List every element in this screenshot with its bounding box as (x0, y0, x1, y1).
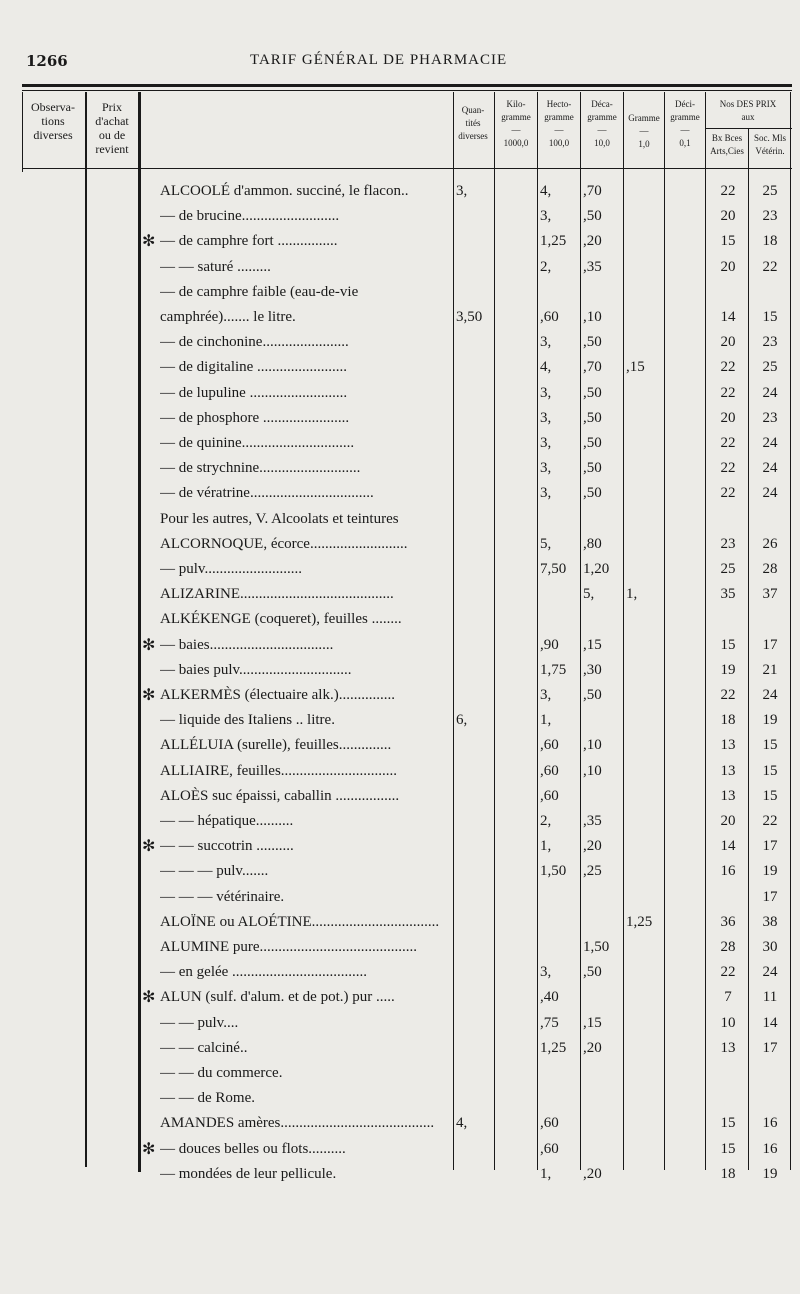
top-rule (22, 84, 792, 87)
cell-n1: 13 (720, 737, 736, 754)
cell-n2: 23 (762, 334, 778, 351)
row-label: ALOÏNE ou ALOÉTINE.................................. (160, 913, 440, 930)
cell-hecto: ,60 (540, 787, 559, 804)
cell-n2: 23 (762, 409, 778, 426)
row-label: — de camphre faible (eau-de-vie (160, 283, 359, 300)
row-label: AMANDES amères......................................... (160, 1115, 435, 1132)
table-row (0, 382, 800, 407)
table-row (0, 256, 800, 281)
cell-hecto: ,60 (540, 1115, 559, 1132)
cell-n1: 28 (720, 939, 736, 955)
asterisk-mark: ✻ (142, 685, 156, 704)
asterisk-mark: ✻ (142, 987, 156, 1007)
table-row (0, 1087, 800, 1112)
cell-n2: 21 (762, 661, 778, 678)
cell-n1: 10 (720, 1014, 736, 1031)
table-row (0, 734, 800, 759)
cell-deca: ,70 (583, 183, 602, 199)
top-rule-thin (22, 90, 792, 91)
cell-hecto: 3, (540, 460, 552, 477)
cell-hecto: 3, (540, 964, 552, 981)
row-label: — — hépatique.......... (160, 813, 294, 829)
row-label: — baies pulv.............................. (160, 661, 352, 678)
header-quantites: Quan- tités diverses (458, 105, 488, 141)
row-label: — de brucine.......................... (160, 208, 340, 225)
row-label: ALIZARINE......................................... (160, 586, 394, 603)
cell-hecto: 5, (540, 535, 552, 552)
row-label: — de phosphore ....................... (160, 409, 350, 426)
page-number: 1266 (26, 52, 68, 70)
header-kilogramme: Kilo- gramme — 1000,0 (501, 99, 531, 148)
cell-deca: ,50 (583, 687, 602, 703)
cell-n2: 14 (762, 1014, 778, 1031)
cell-n2: 17 (762, 888, 778, 905)
table-row (0, 1163, 800, 1188)
cell-n2: 24 (762, 460, 778, 477)
cell-n1: 15 (720, 1115, 736, 1132)
table-row (0, 306, 800, 331)
table-row (0, 558, 800, 583)
cell-gramme: 1, (626, 586, 638, 603)
table-row (0, 331, 800, 356)
row-label: — pulv.......................... (160, 561, 302, 577)
cell-n1: 25 (720, 561, 736, 577)
cell-qty: 3,50 (456, 309, 483, 325)
cell-deca: ,15 (583, 1014, 602, 1031)
table-row (0, 407, 800, 432)
row-label: ALUMINE pure.......................................... (160, 939, 418, 955)
cell-deca: ,50 (583, 409, 602, 426)
cell-n1: 22 (720, 964, 736, 981)
row-label: — de vératrine................................. (160, 485, 374, 502)
table-row (0, 684, 800, 709)
cell-gramme: 1,25 (626, 913, 653, 930)
table-row (0, 760, 800, 785)
cell-hecto: 1,25 (540, 1039, 567, 1056)
cell-hecto: 3, (540, 334, 552, 351)
cell-deca: ,50 (583, 208, 602, 225)
cell-n1: 15 (720, 1140, 736, 1157)
header-hectogramme: Hecto- gramme — 100,0 (544, 99, 574, 148)
cell-n2: 17 (762, 1039, 778, 1056)
row-label: ALKERMÈS (électuaire alk.)............... (160, 687, 395, 703)
table-row (0, 961, 800, 986)
cell-n1: 22 (720, 460, 736, 477)
cell-deca: 5, (583, 586, 595, 603)
cell-n1: 16 (720, 863, 736, 880)
cell-hecto: 1,50 (540, 863, 567, 880)
cell-deca: ,10 (583, 737, 602, 754)
table-row (0, 482, 800, 507)
cell-deca: ,35 (583, 813, 602, 829)
cell-deca: ,15 (583, 636, 602, 653)
running-title: TARIF GÉNÉRAL DE PHARMACIE (250, 52, 508, 68)
table-row (0, 205, 800, 230)
cell-n2: 26 (762, 535, 778, 552)
cell-qty: 4, (456, 1115, 468, 1132)
cell-n1: 19 (720, 661, 736, 678)
table-row (0, 1012, 800, 1037)
cell-deca: 1,20 (583, 561, 610, 577)
row-label: — — pulv.... (160, 1014, 239, 1031)
cell-hecto: ,60 (540, 762, 559, 779)
cell-n1: 13 (720, 787, 736, 804)
cell-n1: 20 (720, 409, 736, 426)
cell-n2: 15 (762, 762, 778, 779)
table-row (0, 1112, 800, 1137)
table-row (0, 1138, 800, 1163)
cell-n1: 7 (724, 989, 732, 1006)
row-label: — baies................................. (160, 636, 334, 653)
cell-hecto: 2, (540, 813, 552, 829)
cell-deca: 1,50 (583, 939, 610, 955)
cell-n2: 30 (762, 939, 778, 955)
cell-hecto: 1, (540, 712, 552, 729)
table-row (0, 860, 800, 885)
cell-hecto: 3, (540, 485, 552, 502)
cell-n1: 36 (720, 913, 736, 930)
cell-n2: 24 (762, 435, 778, 451)
cell-hecto: ,75 (540, 1014, 559, 1031)
cell-n1: 35 (720, 586, 736, 603)
cell-deca: ,50 (583, 964, 602, 981)
table-row (0, 508, 800, 533)
row-label: — de camphre fort ................ (160, 233, 338, 250)
cell-n1: 22 (720, 384, 736, 401)
header-soc-veterin: Soc. Mls Vétérin. (753, 133, 786, 156)
cell-n2: 38 (762, 913, 778, 930)
cell-hecto: ,40 (540, 989, 559, 1006)
cell-n1: 14 (720, 838, 736, 855)
row-label: — — succotrin .......... (160, 838, 294, 855)
cell-n2: 25 (762, 183, 778, 199)
cell-deca: ,50 (583, 485, 602, 502)
cell-n2: 16 (762, 1115, 778, 1132)
header-decigramme: Déci- gramme — 0,1 (670, 99, 700, 148)
row-label: — — saturé ......... (160, 258, 271, 275)
cell-hecto: ,60 (540, 309, 559, 325)
cell-n2: 37 (762, 586, 778, 603)
table-row (0, 835, 800, 860)
cell-hecto: 3, (540, 435, 552, 451)
table-row (0, 886, 800, 911)
cell-hecto: 3, (540, 384, 552, 401)
cell-deca: ,50 (583, 334, 602, 351)
cell-hecto: ,60 (540, 737, 559, 754)
header-gramme: Gramme — 1,0 (628, 113, 660, 149)
cell-n2: 24 (762, 964, 778, 981)
header-decagramme: Déca- gramme — 10,0 (587, 99, 617, 148)
cell-n2: 19 (762, 1165, 778, 1182)
header-numeros-prix: Nos DES PRIX aux (719, 99, 777, 122)
cell-n2: 17 (762, 838, 778, 855)
row-label: camphrée)....... le litre. (160, 309, 296, 325)
table-row (0, 608, 800, 633)
cell-n1: 18 (720, 1165, 736, 1182)
cell-n1: 15 (720, 636, 736, 653)
cell-n1: 20 (720, 208, 736, 225)
cell-n2: 17 (762, 636, 778, 653)
cell-n1: 15 (720, 233, 736, 250)
cell-n1: 13 (720, 1039, 736, 1056)
row-label: ALCORNOQUE, écorce.......................... (160, 535, 408, 552)
cell-n1: 13 (720, 762, 736, 779)
cell-hecto: ,90 (540, 636, 559, 653)
cell-n1: 20 (720, 258, 736, 275)
cell-n2: 24 (762, 687, 778, 703)
row-label: — de cinchonine....................... (160, 334, 349, 351)
row-label: — de digitaline ........................ (160, 359, 348, 376)
row-label: — — — pulv....... (160, 863, 269, 880)
cell-deca: ,20 (583, 1165, 602, 1182)
cell-n2: 15 (762, 787, 778, 804)
table-row (0, 281, 800, 306)
cell-n2: 15 (762, 737, 778, 754)
cell-deca: ,20 (583, 838, 602, 855)
cell-n2: 19 (762, 863, 778, 880)
cell-n2: 23 (762, 208, 778, 225)
cell-deca: ,25 (583, 863, 602, 880)
cell-n1: 22 (720, 485, 736, 502)
table-row (0, 986, 800, 1011)
row-label: ALCOOLÉ d'ammon. succiné, le flacon.. (160, 183, 409, 199)
cell-n1: 20 (720, 813, 736, 829)
cell-n2: 24 (762, 384, 778, 401)
row-label: ALLIAIRE, feuilles............................... (160, 762, 398, 779)
cell-n1: 22 (720, 359, 736, 376)
row-label: — de quinine.............................. (160, 435, 355, 451)
table-row (0, 583, 800, 608)
asterisk-mark: ✻ (142, 836, 156, 856)
cell-n1: 18 (720, 712, 736, 729)
cell-n1: 22 (720, 435, 736, 451)
table-row (0, 457, 800, 482)
cell-n2: 28 (762, 561, 778, 577)
cell-qty: 3, (456, 183, 468, 199)
row-label: — liquide des Italiens .. litre. (160, 712, 335, 729)
table-row (0, 936, 800, 961)
row-label: Pour les autres, V. Alcoolats et teintures (160, 510, 399, 527)
cell-n2: 22 (762, 258, 778, 275)
table-row (0, 1037, 800, 1062)
row-label: — — calciné.. (160, 1039, 248, 1056)
cell-n1: 20 (720, 334, 736, 351)
table-row (0, 810, 800, 835)
asterisk-mark: ✻ (142, 634, 156, 654)
row-label: ALOÈS suc épaissi, caballin ................. (160, 787, 400, 804)
cell-deca: ,50 (583, 384, 602, 401)
cell-n2: 15 (762, 309, 778, 325)
table-row (0, 659, 800, 684)
col-rule (22, 92, 23, 172)
cell-n1: 23 (720, 535, 736, 552)
row-label: — — — vétérinaire. (160, 888, 285, 905)
header-observations: Observa- tions diverses (31, 100, 75, 142)
row-label: — douces belles ou flots.......... (160, 1140, 346, 1157)
cell-deca: ,35 (583, 258, 602, 275)
cell-deca: ,10 (583, 309, 602, 325)
cell-n2: 24 (762, 485, 778, 502)
row-label: ALUN (sulf. d'alum. et de pot.) pur ..... (160, 989, 395, 1006)
cell-hecto: 3, (540, 409, 552, 426)
cell-deca: ,80 (583, 535, 602, 552)
cell-n2: 11 (762, 989, 778, 1006)
cell-hecto: 3, (540, 208, 552, 225)
table-row (0, 1062, 800, 1087)
table-row (0, 911, 800, 936)
header-arts: Bx Bces Arts,Cies (710, 133, 744, 156)
cell-n2: 22 (762, 813, 778, 829)
cell-gramme: ,15 (626, 359, 645, 376)
table-row (0, 230, 800, 255)
cell-deca: ,50 (583, 460, 602, 477)
cell-hecto: ,60 (540, 1140, 559, 1157)
cell-qty: 6, (456, 712, 468, 729)
cell-n2: 16 (762, 1140, 778, 1157)
table-row (0, 709, 800, 734)
cell-deca: ,20 (583, 1039, 602, 1056)
cell-hecto: 1, (540, 838, 552, 855)
cell-n1: 22 (720, 687, 736, 703)
cell-hecto: 1, (540, 1165, 552, 1182)
cell-n2: 18 (762, 233, 778, 250)
table-row (0, 432, 800, 457)
cell-deca: ,10 (583, 762, 602, 779)
asterisk-mark: ✻ (142, 1138, 156, 1158)
table-row (0, 785, 800, 810)
cell-deca: ,20 (583, 233, 602, 250)
cell-deca: ,30 (583, 661, 602, 678)
row-label: — mondées de leur pellicule. (160, 1165, 337, 1182)
cell-n1: 14 (720, 309, 736, 325)
row-label: — de lupuline .......................... (160, 384, 348, 401)
cell-n2: 19 (762, 712, 778, 729)
row-label: — — de Rome. (160, 1090, 255, 1107)
row-label: ALKÉKENGE (coqueret), feuilles ........ (160, 611, 402, 628)
cell-deca: ,50 (583, 435, 602, 451)
cell-hecto: 1,25 (540, 233, 567, 250)
header-prix: Prix d'achat ou de revient (95, 100, 129, 156)
header-sub-rule (706, 128, 792, 129)
cell-hecto: 4, (540, 359, 552, 376)
row-label: — de strychnine........................... (160, 460, 361, 477)
cell-deca: ,70 (583, 359, 602, 376)
table-row (0, 634, 800, 659)
cell-hecto: 1,75 (540, 661, 567, 678)
cell-hecto: 4, (540, 183, 552, 199)
cell-hecto: 7,50 (540, 561, 567, 577)
row-label: ALLÉLUIA (surelle), feuilles.............. (160, 737, 392, 754)
row-label: — en gelée .................................... (160, 964, 368, 981)
cell-hecto: 2, (540, 258, 552, 275)
cell-n2: 25 (762, 359, 778, 376)
asterisk-mark: ✻ (142, 231, 156, 251)
table-row (0, 356, 800, 381)
cell-n1: 22 (720, 183, 736, 199)
cell-hecto: 3, (540, 687, 552, 703)
table-row (0, 180, 800, 205)
table-row (0, 533, 800, 558)
row-label: — — du commerce. (160, 1065, 283, 1081)
